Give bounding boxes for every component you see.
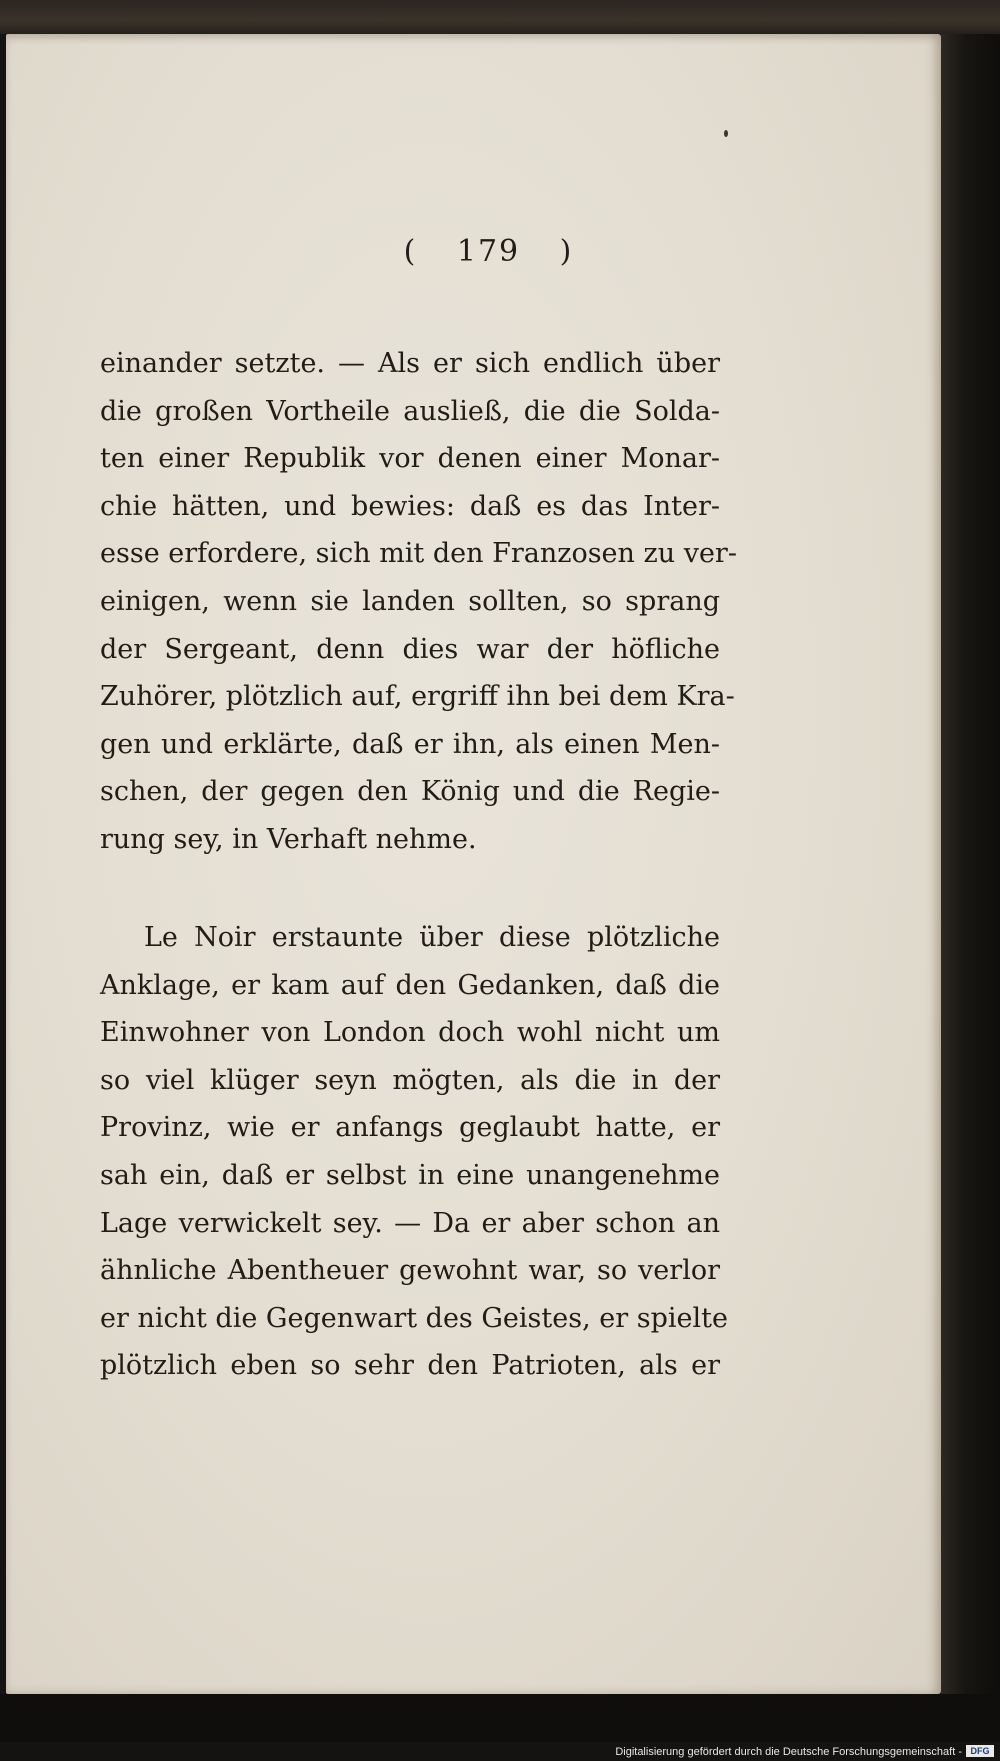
text-line: Lage verwickelt sey. — Da er aber schon an [100,1207,720,1239]
text-line: gen und erklärte, daß er ihn, als einen Men- [100,728,720,760]
text-line: rung sey, in Verhaft nehme. [100,823,477,855]
paragraph-1 [100,340,737,864]
book-top-edge [0,0,1000,34]
dfg-logo: DFG [966,1745,994,1757]
page-number-open-paren: ( [403,234,418,269]
paragraph-2 [100,914,728,1390]
text-line: esse erfordere, sich mit den Franzosen zu ver- [100,538,737,570]
ink-speck [724,130,728,137]
text-line: schen, der gegen den König und die Regie- [100,776,720,808]
page-number-close-paren: ) [559,234,574,269]
text-line: einigen, wenn sie landen sollten, so sprang [100,585,720,617]
text-line: chie hätten, und bewies: daß es das Inter- [100,490,720,522]
book-spine-shadow [941,34,1000,1694]
text-line: Einwohner von London doch wohl nicht um [100,1017,720,1049]
text-line: ähnliche Abentheuer gewohnt war, so verlor [100,1255,720,1287]
text-line: die großen Vortheile ausließ, die die Solda- [100,395,720,427]
text-line: einander setzte. — Als er sich endlich über [100,348,720,379]
text-line: Provinz, wie er anfangs geglaubt hatte, er [100,1112,720,1144]
page-number [6,234,941,269]
text-line: plötzlich eben so sehr den Patrioten, als er [100,1350,720,1382]
text-line: Anklage, er kam auf den Gedanken, daß die [100,969,720,1001]
text-line: sah ein, daß er selbst in eine unangenehme [100,1159,720,1191]
text-line: so viel klüger seyn mögten, als die in der [100,1064,720,1096]
text-line: Le Noir erstaunte über diese plötzliche [144,922,720,953]
paper-page [6,34,941,1694]
digitization-credit: Digitalisierung gefördert durch die Deutsche Forschungsgemeinschaft - [615,1746,962,1758]
text-line: er nicht die Gegenwart des Geistes, er spielte [100,1302,728,1334]
text-line: ten einer Republik vor denen einer Monar- [100,443,720,475]
text-line: der Sergeant, denn dies war der höfliche [100,633,720,665]
scan-bottom-band [0,1694,1000,1742]
page-number-value: 179 [456,234,521,269]
text-line: Zuhörer, plötzlich auf, ergriff ihn bei dem Kra- [100,681,735,713]
